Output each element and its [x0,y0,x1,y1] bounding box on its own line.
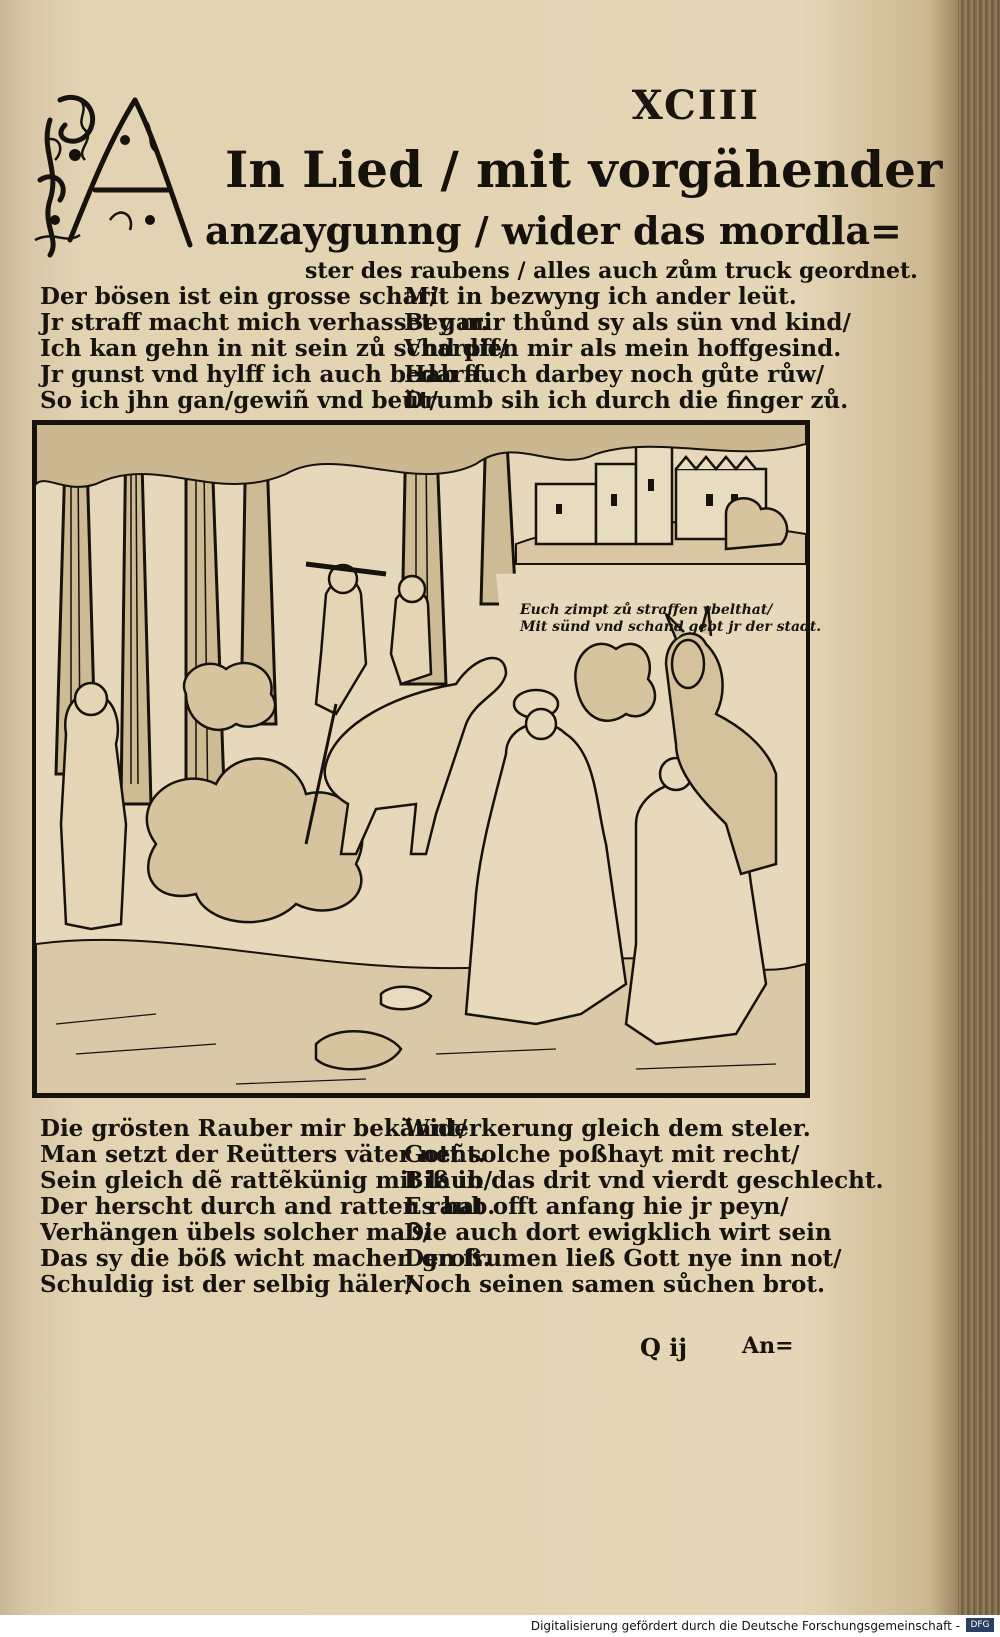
verse-line: Man setzt der Reütters väter neñt. [40,1141,486,1168]
verse-line: Die auch dort ewigklich wirt sein [404,1219,832,1246]
verse-line: Schuldig ist der selbig häler/ [40,1271,414,1298]
verse-line: Widerkerung gleich dem steler. [404,1115,811,1142]
verse-top-right [404,284,851,414]
page-edges [958,0,1000,1637]
verse-line: Hab auch darbey noch gůte růw/ [404,361,825,388]
verse-line: Das sy die böß wicht machen groß. [40,1245,491,1272]
verse-line: Jr gunst vnd hylff ich auch bedarff. [40,361,491,388]
folio-number: XCIII [631,82,760,129]
title-line-3: ster des raubens / alles auch zům truck geordnet. [305,258,918,284]
verse-line: Mit in bezwyng ich ander leüt. [404,283,797,310]
verse-line: Der bösen ist ein grosse schar/ [40,283,439,310]
verse-line: Bey mir thůnd sy als sün vnd kind/ [404,309,851,336]
verse-line: Verhängen übels solcher maß/ [40,1219,432,1246]
title-line-1: In Lied / mit vorgähender [225,140,943,199]
verse-line: So ich jhn gan/gewiñ vnd beüt/ [40,387,438,414]
woodcut-scroll-inscription [520,602,821,636]
title-line-2: anzaygunng / wider das mordla= [205,208,902,253]
verse-line: Gott solche poßhayt mit recht/ [404,1141,800,1168]
verse-line: Drumb sih ich durch die finger zů. [404,387,849,414]
verse-line: Ich kan gehn in nit sein zů scharpff/ [40,335,508,362]
verse-line: Vnd dien mir als mein hoffgesind. [404,335,842,362]
dfg-logo: DFG [966,1618,994,1632]
verse-line: Biß in das drit vnd vierdt geschlecht. [404,1167,884,1194]
footer-credit-text: Digitalisierung gefördert durch die Deutsche Forschungsgemeinschaft - [530,1619,960,1633]
digitization-footer [0,1615,1000,1637]
verse-line: Jr straff macht mich verhasset gar. [40,309,489,336]
scroll-line: Euch zimpt zů straffen vbelthat/ [520,602,773,618]
verse-bottom-right [404,1116,884,1298]
verse-line: Noch seinen samen sůchen brot. [404,1271,825,1298]
verse-line: Den frumen ließ Gott nye inn not/ [404,1245,842,1272]
verse-line: Es hat offt anfang hie jr peyn/ [404,1193,789,1220]
catchword: An= [742,1333,794,1359]
decorated-initial-icon [30,80,200,260]
verse-line: Der herscht durch and ratten raub. [40,1193,496,1220]
scroll-line: Mit sünd vnd schand gebt jr der stadt. [520,619,822,635]
woodcut-illustration [32,420,810,1098]
verse-line: Die grösten Rauber mir bekännt/ [40,1115,468,1142]
verse-line: Sein gleich dẽ rattẽkünig mit laub/ [40,1167,493,1194]
signature-mark: Q ij [640,1333,688,1362]
